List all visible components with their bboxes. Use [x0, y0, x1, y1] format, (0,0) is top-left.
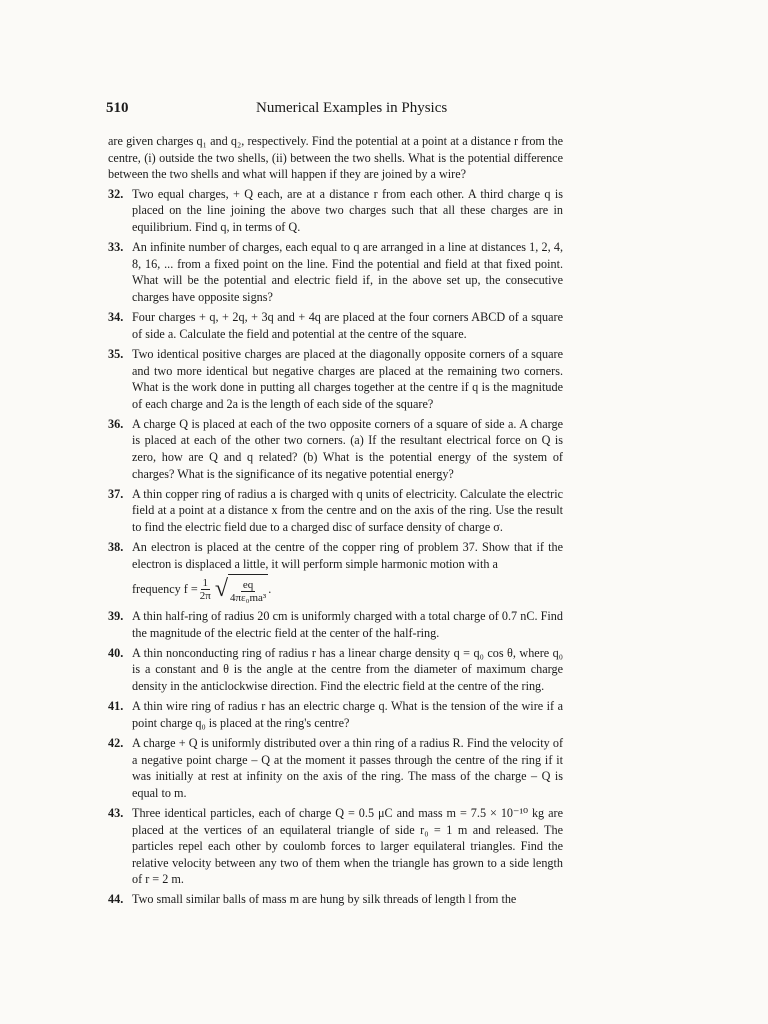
- fraction-numerator: eq: [242, 579, 254, 592]
- problem-text: A thin half-ring of radius 20 cm is uniformly charged with a total charge of 0.7 nC. Find the magnitude of the electric field at the center of the half-ring.: [132, 609, 563, 640]
- problem-text: An infinite number of charges, each equal to q are arranged in a line at distances 1, 2, 4, 8, 16, ... from a fixed point on the line. Find the potential and field at that fixed point. What will be the potential and electric field if, in the above set up, the consecutive charges have opposite signs?: [132, 240, 563, 304]
- formula-prefix: frequency f =: [132, 582, 198, 597]
- problem-text-block: [132, 539, 563, 604]
- fraction-denominator: 4πε₀ma³: [229, 592, 267, 605]
- problem-36: [108, 416, 563, 482]
- problem-number: 32.: [108, 186, 124, 201]
- problem-44: [108, 891, 563, 908]
- problem-number: 38.: [108, 540, 124, 555]
- page-body: [108, 133, 563, 912]
- problem-41: [108, 698, 563, 731]
- problem-number: 33.: [108, 240, 124, 255]
- problem-text: A charge Q is placed at each of the two opposite corners of a square of side a. A charge is placed at each of the other two corners. (a) If the resultant electrical force on Q is zero, how are Q and q related? (b) What is the potential energy of the system of charges? What is the significance of its negative potential energy?: [132, 416, 563, 481]
- radicand: [228, 574, 268, 604]
- frequency-formula: [132, 574, 563, 604]
- problem-42: [108, 735, 563, 801]
- problem-33: [108, 239, 563, 305]
- problem-34: [108, 309, 563, 342]
- fraction-eq-over-denominator: [230, 579, 266, 604]
- problem-text: A thin copper ring of radius a is charged with q units of electricity. Calculate the electric field at a point at a distance x from the centre and on the axis of the ring. Use the result to find the electric field due to a charged disc of surface density of charge σ.: [132, 486, 563, 535]
- fraction-numerator: 1: [202, 576, 209, 589]
- problem-40: [108, 645, 563, 695]
- page-number: 510: [106, 100, 129, 116]
- continued-problem-text: are given charges q₁ and q₂, respectively. Find the potential at a point at a distance r from the centre, (i) outside the two shells, (ii) between the two shells. What is the potential difference between the two shells and what will happen if they are joined by a wire?: [108, 134, 563, 182]
- problem-43: [108, 805, 563, 888]
- problem-39: [108, 608, 563, 641]
- problem-37: [108, 486, 563, 536]
- running-title: Numerical Examples in Physics: [256, 100, 448, 116]
- problem-text: Two equal charges, + Q each, are at a distance r from each other. A third charge q is placed on the line joining the above two charges such that all these charges are in equilibrium. Find q, in terms of Q.: [132, 186, 563, 234]
- problem-number: 36.: [108, 416, 124, 431]
- radical-sign-icon: √: [214, 576, 228, 603]
- square-root: [215, 574, 268, 604]
- problem-number: 37.: [108, 486, 124, 501]
- problem-38: [108, 539, 563, 604]
- fraction-denominator: 2π: [199, 589, 211, 602]
- problem-number: 42.: [108, 735, 124, 750]
- problem-number: 41.: [108, 699, 124, 714]
- problem-number: 35.: [108, 346, 124, 361]
- problem-35: [108, 346, 563, 412]
- problem-text: Four charges + q, + 2q, + 3q and + 4q are placed at the four corners ABCD of a square of side a. Calculate the field and potential at the centre of the square.: [132, 310, 563, 341]
- formula-suffix: .: [268, 582, 272, 597]
- problem-number: 40.: [108, 645, 124, 660]
- page-header: [106, 100, 566, 122]
- problem-text: An electron is placed at the centre of the copper ring of problem 37. Show that if the electron is displaced a little, it will perform simple harmonic motion with a: [132, 540, 563, 571]
- problem-text: A charge + Q is uniformly distributed over a thin ring of a radius R. Find the velocity of a negative point charge – Q at the moment it passes through the centre of the ring if it was initially at rest at infinity on the axis of the ring. The mass of the charge – Q is equal to m.: [132, 735, 563, 800]
- problem-number: 43.: [108, 805, 124, 820]
- problem-text: Three identical particles, each of charge Q = 0.5 μC and mass m = 7.5 × 10⁻¹⁰ kg are placed at the vertices of an equilateral triangle of side r₀ = 1 m and released. The particles repel each other by coulomb forces to larger equilateral triangles. Find the relative velocity between any two of them when the triangle has grown to a side length of r = 2 m.: [132, 805, 563, 887]
- fraction-one-over-two-pi: [200, 577, 211, 602]
- problem-text: Two small similar balls of mass m are hung by silk threads of length l from the: [132, 892, 517, 907]
- problem-text: A thin wire ring of radius r has an electric charge q. What is the tension of the wire if a point charge q₀ is placed at the ring's centre?: [132, 699, 563, 730]
- problem-32: [108, 186, 563, 236]
- problem-number: 39.: [108, 609, 124, 623]
- problem-text: Two identical positive charges are placed at the diagonally opposite corners of a square and two more identical but negative charges are placed at the remaining two corners. What is the work done in putting all charges together at the centre if q is the magnitude of each charge and 2a is the length of each side of the square?: [132, 346, 563, 411]
- problem-number: 34.: [108, 310, 124, 325]
- problem-number: 44.: [108, 892, 124, 907]
- problem-text: A thin nonconducting ring of radius r has a linear charge density q = q₀ cos θ, where q₀ is a constant and θ is the angle at the centre from the diameter of maximum charge density in the anticlockwise direction. Find the electric field at the centre of the ring.: [132, 645, 563, 693]
